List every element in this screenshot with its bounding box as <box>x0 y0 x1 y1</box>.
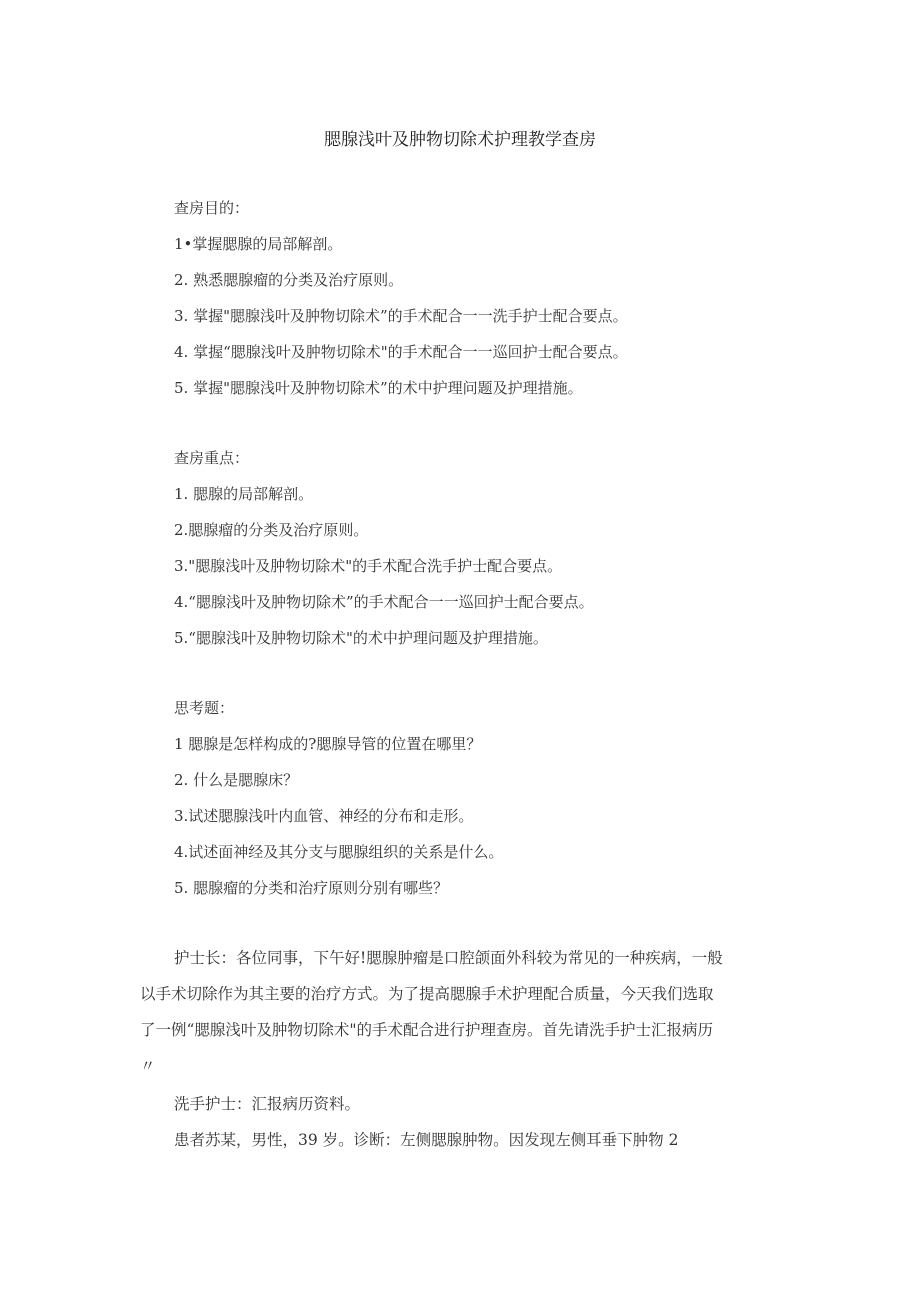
head-nurse-paragraph <box>140 940 782 1084</box>
keypoints-section <box>174 440 794 656</box>
keypoint-item: 2.腮腺瘤的分类及治疗原则。 <box>174 521 369 539</box>
question-item: 5. 腮腺瘤的分类和治疗原则分别有哪些？ <box>174 879 449 897</box>
keypoints-heading: 查房重点： <box>174 449 250 467</box>
question-item: 1 腮腺是怎样构成的?腮腺导管的位置在哪里？ <box>174 735 482 753</box>
objective-item: 1•掌握腮腺的局部解剖。 <box>174 235 343 253</box>
keypoint-item: 1. 腮腺的局部解剖。 <box>174 485 314 503</box>
document-title: 腮腺浅叶及肿物切除术护理教学查房 <box>324 130 596 150</box>
paragraph-line: 了一例“腮腺浅叶及肿物切除术"的手术配合进行护理查房。首先请洗手护士汇报病历 <box>140 1021 714 1039</box>
keypoint-item: 4.“腮腺浅叶及肿物切除术”的手术配合一一巡回护士配合要点。 <box>174 593 594 611</box>
objectives-heading: 查房目的： <box>174 199 250 217</box>
paragraph-line: 〃 <box>140 1057 156 1075</box>
question-item: 3.试述腮腺浅叶内血管、神经的分布和走形。 <box>174 807 474 825</box>
paragraph-line: 护士长：各位同事，下午好!腮腺肿瘤是口腔颌面外科较为常见的一种疾病，一般 <box>174 949 723 967</box>
questions-section <box>174 690 794 906</box>
keypoint-item: 3."腮腺浅叶及肿物切除术"的手术配合洗手护士配合要点。 <box>174 557 563 575</box>
question-item: 4.试述面神经及其分支与腮腺组织的关系是什么。 <box>174 843 504 861</box>
patient-line: 患者苏某，男性，39 岁。诊断：左侧腮腺肿物。因发现左侧耳垂下肿物 2 <box>174 1131 679 1149</box>
keypoint-item: 5.“腮腺浅叶及肿物切除术"的术中护理问题及护理措施。 <box>174 629 548 647</box>
objective-item: 5. 掌握"腮腺浅叶及肿物切除术”的术中护理问题及护理措施。 <box>174 379 583 397</box>
objective-item: 3. 掌握"腮腺浅叶及肿物切除术”的手术配合一一洗手护士配合要点。 <box>174 307 628 325</box>
questions-heading: 思考题： <box>174 699 235 717</box>
objective-item: 4. 掌握“腮腺浅叶及肿物切除术"的手术配合一一巡回护士配合要点。 <box>174 343 628 361</box>
question-item: 2. 什么是腮腺床？ <box>174 771 299 789</box>
objective-item: 2. 熟悉腮腺瘤的分类及治疗原则。 <box>174 271 404 289</box>
scrub-nurse-line: 洗手护士：汇报病历资料。 <box>174 1095 361 1113</box>
objectives-section <box>174 190 794 406</box>
paragraph-line: 以手术切除作为其主要的治疗方式。为了提高腮腺手术护理配合质量，今天我们选取 <box>140 985 714 1003</box>
